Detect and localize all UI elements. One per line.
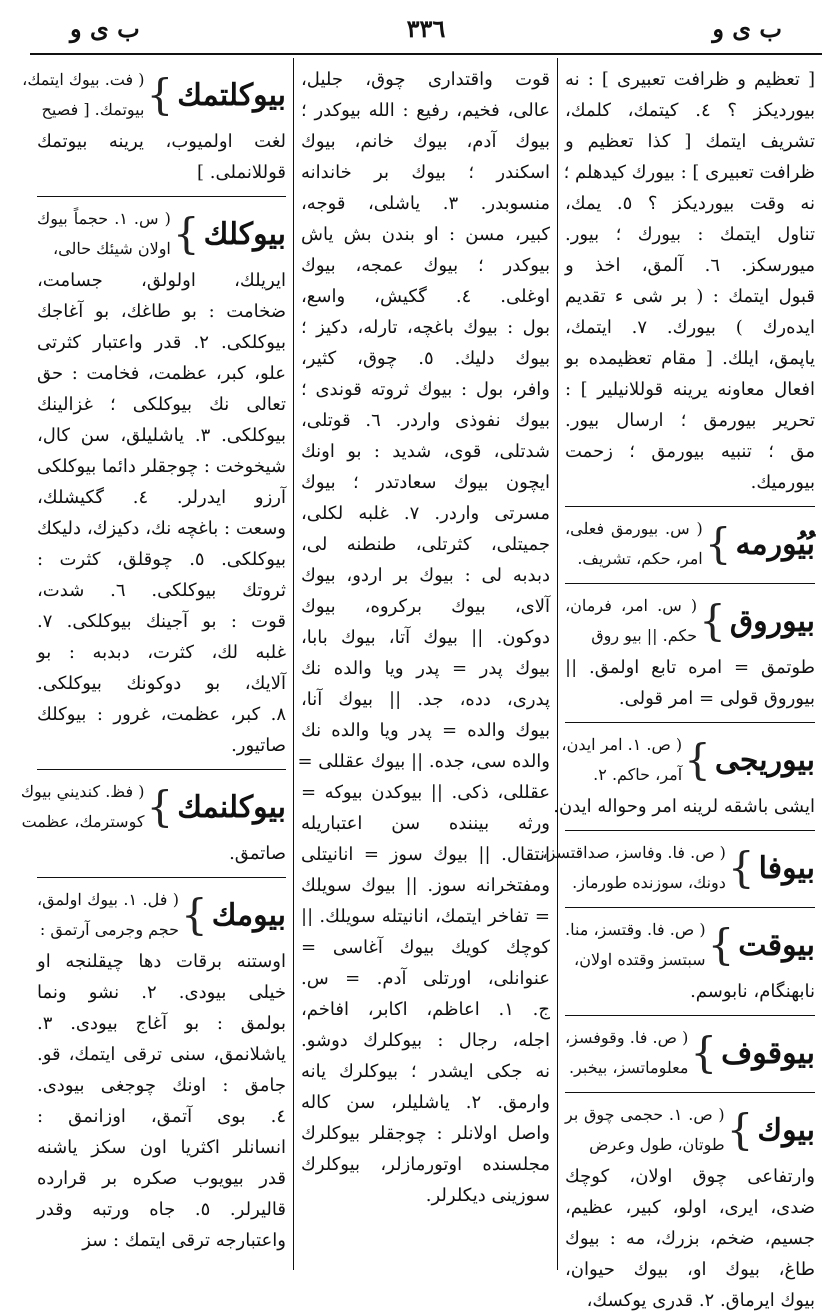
text-line: ( ص. فا. وفاسز، صداقتسز،	[542, 843, 726, 862]
text-line: ياشلانمق، سنى ترقى ايتمك، قو.	[37, 1044, 286, 1065]
text-line: [ تعظيم و ظرافت تعبيرى ] : نه	[565, 69, 815, 90]
text-line: ج. ١. اعاظم، اكابر، افاخم،	[301, 999, 550, 1020]
text-line: ثروتك بيوكلكى. ٦. شدت،	[37, 580, 286, 601]
text-line: بيوكلكى. ٢. قدر واعتبار كثرتى	[37, 332, 286, 353]
entry-head	[542, 837, 815, 899]
dictionary-entry	[542, 830, 815, 899]
text-line: وارتفاعى چوق اولان، كوچك	[565, 1166, 815, 1187]
text-line: ٤. بوى آتمق، اوزانمق :	[37, 1106, 286, 1127]
text-line: بيوكلكى. ٥. چوقلق، كثرت :	[37, 549, 287, 570]
text-line: جسيم، ضخم، بزرك، مه : بيوك	[565, 1228, 815, 1249]
text-line: اسكندر ؛ بيوك بر خاندانه	[301, 162, 550, 183]
text-line: آلاى، بيوك بركروه، بيوك	[301, 596, 550, 617]
text-line: وافر، بول : بيوك ثروته قوندى ؛	[301, 379, 550, 400]
text-line: بيورميك.	[750, 472, 815, 493]
text-line: قوت واقتدارى چوق، جليل،	[301, 69, 550, 90]
text-line: مق ؛ تنبيه بيورمق ؛ زحمت	[565, 441, 815, 462]
text-line: بيوك والده = پدر ويا والده نك	[301, 720, 550, 741]
entry-head-definition	[565, 915, 706, 975]
text-line: ومفتخرانه سوز. || بيوك سويلك	[301, 875, 550, 896]
text-line: انسانلر اكثريا اون سكز ياشنه	[37, 1137, 286, 1158]
entry-head-definition	[542, 838, 726, 898]
text-line: افعال معاونه يرينه قوللانيلير ] :	[565, 379, 815, 400]
text-line: طاغ، بيوك او، بيوك حيوان،	[565, 1259, 815, 1280]
entry-head	[565, 590, 815, 652]
text-line: دوكون. || بيوك آتا، بيوك بابا،	[301, 627, 550, 648]
text-line: دونك، سوزنده طورماز.	[572, 873, 726, 892]
brace-glyph: }	[727, 843, 755, 892]
dictionary-entry	[565, 907, 815, 1007]
text-line: وارمق. ٢. ياشليلر، سن كاله	[301, 1092, 550, 1113]
text-line: قاليرلر. ٥. جاه ورتبه وقدر	[37, 1199, 286, 1220]
text-line: = تفاخر ايتمك، انانيتله سويلك. ||	[301, 906, 550, 927]
text-line: نه وقت بيورديكز ؟ ٥. يمك،	[565, 193, 815, 214]
text-line: ايريلك، اولولق، جسامت،	[37, 270, 286, 291]
text-line: منسوبدر. ٣. ياشلى، قوجه،	[301, 193, 550, 214]
text-line: تشريف ايتمك [ كذا تعظيم و	[565, 131, 815, 152]
text-line: خيلى بيودى. ٢. نشو ونما	[37, 982, 287, 1003]
dictionary-entry	[37, 196, 286, 761]
text-columns	[20, 58, 822, 1311]
text-line: امر، حكم، تشريف.	[577, 549, 703, 568]
text-line: اوغلى. ٤. گكيش، واسع،	[301, 286, 551, 307]
text-line: ايچون بيوك سعادتدر ؛ بيوك	[301, 472, 550, 493]
dictionary-entry	[22, 64, 286, 188]
headword: بيوكلك	[203, 216, 286, 252]
text-line: مجلسنده اوتورمازلر، بيوكلرك	[301, 1154, 550, 1175]
text-line: ( ص. فا. وقتسز، منا.	[565, 920, 706, 939]
text-line: كبير، مسن : او بندن بش ياش	[301, 224, 550, 245]
text-line: حكم. || بيو روق	[591, 626, 698, 645]
text-line: طوتمق = امره تابع اولمق. ||	[565, 657, 815, 678]
entry-head-definition	[22, 65, 145, 125]
text-line: ( س. امر، فرمان،	[565, 596, 698, 615]
text-line: پدرى، دده، جد. || بيوك آنا،	[301, 689, 550, 710]
text-line: آلايك، بو دوكونك بيوكلكى.	[37, 673, 286, 694]
entry-head	[22, 64, 286, 126]
text-line: علو، كبر، عظمت، فخامت : حق	[37, 363, 286, 384]
text-line: ٨. كبر، عظمت، غرور : بيوكلك	[37, 704, 286, 725]
text-line: تعالى نك بيوكلكى ؛ غزالينك	[37, 394, 286, 415]
entry-head	[37, 884, 286, 946]
text-line: اوستنه برقات دها چيقلنجه او	[37, 951, 286, 972]
entry-head	[565, 513, 815, 575]
dictionary-entry	[37, 877, 286, 1256]
text-line: ( س. بيورمق فعلى،	[565, 519, 703, 538]
brace-glyph: }	[172, 209, 200, 258]
text-line: واصل اولانلر : چوجقلر بيوكلرك	[301, 1123, 550, 1144]
headword: بيوريجى	[714, 742, 815, 778]
text-line: بول : بيوك باغچه، تارله، دكيز ؛	[301, 317, 550, 338]
text-line: ( ص. ١. حجمى چوق بر	[565, 1105, 725, 1124]
dictionary-entry	[565, 64, 815, 498]
entry-head-definition	[565, 591, 697, 651]
text-line: قدر بيويوب صكره بر قرارده	[37, 1168, 286, 1189]
dictionary-entry	[297, 64, 551, 1211]
text-line: مسرتى واردر. ٧. غلبه لكلى،	[301, 503, 550, 524]
text-line: بيوروق قولى = امر قولى.	[618, 688, 815, 709]
entry-head	[565, 1022, 815, 1084]
entry-head	[20, 776, 286, 838]
text-line: ضخامت : بو طاغك، بو آغاجك	[37, 301, 286, 322]
text-line: ايشى باشقه لرينه امر وحواله ايدن.	[553, 796, 815, 817]
text-line: ايدەرك ) بيورك. ٧. ايتمك،	[565, 317, 815, 338]
text-line: ( س. ١. حجماً بيوك	[37, 209, 171, 228]
header-right-label: ب ى و	[712, 14, 782, 43]
text-line: معلوماتسز، بيخبر.	[568, 1058, 689, 1077]
brace-glyph: }	[707, 920, 735, 969]
page-header	[30, 6, 822, 50]
text-line: نابهنگام، نابوسم.	[690, 981, 815, 1002]
entry-head-definition	[565, 1023, 688, 1083]
entry-head-definition	[37, 204, 171, 264]
brace-glyph: }	[146, 70, 174, 119]
header-rule	[30, 53, 822, 55]
column-1	[542, 58, 822, 1311]
dictionary-entry	[565, 583, 815, 714]
dictionary-entry	[20, 769, 286, 869]
headword: بيوكلنمك	[177, 789, 286, 825]
dictionary-entry	[553, 722, 815, 822]
text-line: ( فظ. كنديني بيوك	[20, 782, 145, 801]
text-line: انتقال. || بيوك سوز = انانيتلى	[301, 844, 550, 865]
brace-glyph: }	[690, 1028, 718, 1077]
headword: بيوك	[757, 1112, 815, 1148]
text-line: ( ص. ١. امر ايدن،	[561, 735, 683, 754]
brace-glyph: }	[726, 1105, 754, 1154]
text-line: بيوك ايرماق. ٢. قدرى يوكسك،	[586, 1290, 815, 1311]
text-line: تناول ايتمك : بيورك ؛ بيور.	[565, 224, 815, 245]
page-number: ٣٣٦	[406, 14, 446, 43]
text-line: دبدبه لى : بيوك بر اردو، بيوك	[301, 565, 550, 586]
entry-head-definition	[565, 1100, 725, 1160]
text-line: شيخوخت : چوجقلر دائما بيوكلكى	[37, 456, 286, 477]
headword: بيوكلتمك	[177, 77, 286, 113]
text-line: وسعت : باغچه نك، دكيزك، دليكك	[37, 518, 286, 539]
text-line: ورثه بيننده سن اعتباريله	[301, 813, 550, 834]
text-line: بيوك دليك. ٥. چوق، كثير،	[301, 348, 550, 369]
entry-head	[565, 914, 815, 976]
text-line: قوللانملى. ]	[197, 162, 286, 183]
column-2	[294, 58, 558, 1270]
text-line: بيوكلكى. ٣. ياشليلق، سن كال،	[37, 425, 286, 446]
text-line: والده سى، جده. || بيوك عقللى =	[297, 751, 550, 772]
text-line: قوت : بو آجينك بيوكلكى. ٧.	[37, 611, 286, 632]
brace-glyph: }	[146, 782, 174, 831]
entry-head-definition	[561, 730, 683, 790]
text-line: ظرافت تعبيرى ] : بيورك كيدهلم ؛	[563, 162, 815, 183]
text-line: سوزينى ديكلرلر.	[425, 1185, 550, 1206]
text-line: عالى، فخيم، رفيع : الله بيوكدر ؛	[301, 100, 550, 121]
text-line: لغت اولميوب، يرينه بيوتمك	[37, 131, 286, 152]
text-line: ( فت. بيوك ايتمك،	[22, 70, 145, 89]
text-line: بيوك نفوذى واردر. ٦. قوتلى،	[301, 410, 550, 431]
brace-glyph: }	[684, 735, 711, 784]
dictionary-entry	[565, 1015, 815, 1084]
header-left-label: ب ى و	[70, 14, 140, 43]
text-line: غلبه لك، كثرت، دبدبه : بو	[37, 642, 286, 663]
text-line: ميورسكز. ٦. آلمق، اخذ و	[565, 255, 815, 276]
text-line: اجله، رجال : بيوكلرك دوشو.	[301, 1030, 550, 1051]
headword: بيوقت	[738, 927, 815, 963]
text-line: ضدى، ايرى، اولو، كبير، عظيم،	[565, 1197, 815, 1218]
text-line: صاتيور.	[231, 735, 286, 756]
text-line: ( ص. فا. وقوفسز،	[565, 1028, 689, 1047]
headword: بيوروق	[729, 603, 815, 639]
text-line: كوچك كويك بيوك آغاسى =	[301, 937, 550, 958]
text-line: بيوكدر ؛ بيوك عمجه، بيوك	[301, 255, 550, 276]
entry-head	[37, 203, 286, 265]
text-line: بولمق : بو آغاج بيودى. ٣.	[37, 1013, 286, 1034]
brace-glyph: }	[181, 890, 208, 939]
text-line: صاتمق.	[229, 843, 286, 864]
dictionary-entry	[565, 506, 815, 575]
entry-head-definition	[565, 514, 703, 574]
text-line: ( فل. ١. بيوك اولمق،	[37, 890, 179, 909]
brace-glyph: }	[704, 519, 732, 568]
text-line: عنوانلى، اورتلى آدم. = س.	[301, 968, 550, 989]
text-line: قبول ايتمك : ( بر شى ء تقديم	[565, 286, 815, 307]
text-line: بيوك پدر = پدر ويا والده نك	[301, 658, 550, 679]
headword: بيومك	[211, 897, 286, 933]
text-line: واعتبارجه ترقى ايتمك : سز	[82, 1230, 286, 1251]
entry-head	[565, 1099, 815, 1161]
text-line: شدتلى، قوى، شديد : بو اونك	[301, 441, 550, 462]
dictionary-entry	[565, 1092, 815, 1316]
text-line: حجم وجرمى آرتمق :	[39, 920, 179, 939]
text-line: اولان شيئك حالى،	[52, 239, 171, 258]
headword: بيوقوف	[721, 1035, 815, 1071]
text-line: تحرير بيورمق ؛ ارسال بيور.	[565, 410, 815, 431]
headword: بيوفا	[758, 850, 815, 886]
brace-glyph: }	[699, 596, 726, 645]
text-line: عقللى، ذكى. || بيوكدن بيوكه =	[301, 782, 550, 803]
text-line: ياپمق، ايلك. [ مقام تعظيمده بو	[565, 348, 815, 369]
text-line: آرزو ايدرلر. ٤. گكيشلك،	[37, 487, 287, 508]
entry-head	[561, 729, 815, 791]
entry-head-definition	[37, 885, 179, 945]
text-line: كوسترمك، عظمت	[21, 812, 145, 831]
text-line: جميتلى، كثرتلى، طنطنه لى،	[301, 534, 550, 555]
text-line: طوتان، طول وعرض	[589, 1135, 725, 1154]
text-line: بيوك آدم، بيوك خانم، بيوك	[301, 131, 550, 152]
headword: بُيُورمه	[735, 526, 815, 562]
text-line: بيورديكز ؟ ٤. كيتمك، كلمك،	[565, 100, 815, 121]
column-3	[20, 58, 294, 1270]
entry-head-definition	[20, 777, 145, 837]
text-line: سبتسز وقتده اولان،	[574, 950, 706, 969]
text-line: جامق : اونك چوجغى بيودى.	[37, 1075, 286, 1096]
text-line: بيوتمك. [ فصيح	[41, 100, 145, 119]
text-line: آمر، حاكم. ٢.	[593, 765, 683, 784]
text-line: نه جكى ايشدر ؛ بيوكلرك يانه	[301, 1061, 550, 1082]
